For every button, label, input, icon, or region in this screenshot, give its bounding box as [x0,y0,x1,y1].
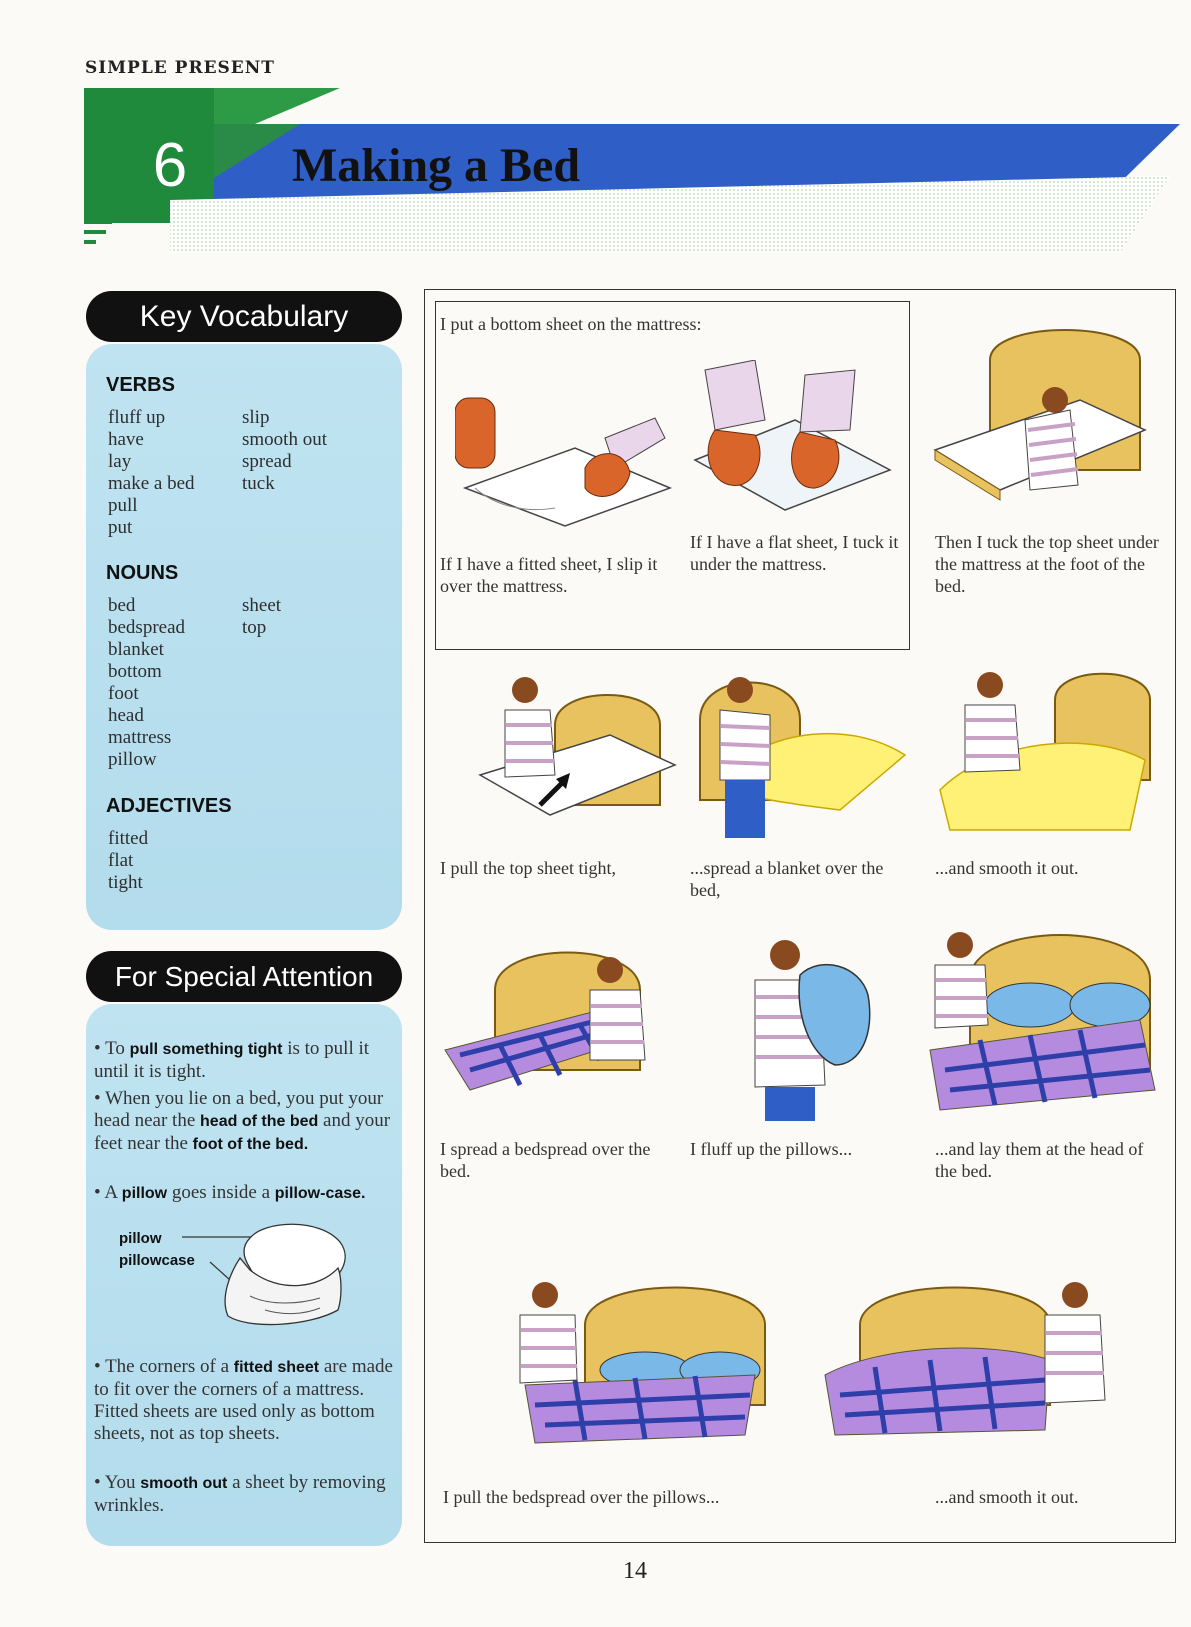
step-6-caption: ...and smooth it out. [935,858,1079,878]
nouns-column-1 [108,595,185,771]
verbs-column-2 [242,407,327,495]
step-4-caption: I pull the top sheet tight, [440,858,616,878]
bullet-keyword: smooth out [140,1475,228,1492]
step-2-caption: If I have a flat sheet, I tuck it under the mattress. [690,532,899,574]
vocab-word: fitted [108,828,149,849]
step-7-caption: I spread a bedspread over the bed. [440,1139,651,1181]
nouns-column-2 [242,595,281,639]
vocab-word: fluff up [108,407,166,428]
intro-caption: I put a bottom sheet on the mattress: [440,314,702,334]
section-label: SIMPLE PRESENT [85,58,275,78]
bullet-keyword: head of the bed [200,1113,319,1130]
vocab-word: slip [242,407,270,428]
bullet-keyword: pull something tight [129,1041,283,1058]
vocab-word: blanket [108,639,164,660]
vocab-word: smooth out [242,429,327,450]
bullet-keyword: pillow [121,1185,168,1202]
adjectives-column [108,828,148,894]
page-number: 14 [623,1558,647,1584]
step-3-caption: Then I tuck the top sheet under the mattress at the foot of the bed. [935,532,1159,596]
vocab-word: bottom [108,661,162,682]
special-attention-title: For Special Attention [86,951,402,1002]
bullet-keyword: pillow-case. [274,1185,366,1202]
vocab-word: mattress [108,727,172,748]
smooth-bedspread-illustration [820,1275,1130,1450]
nouns-heading: NOUNS [106,562,179,584]
step-5-caption: ...spread a blanket over the bed, [690,858,884,900]
bullet-keyword: fitted sheet [233,1359,320,1376]
vocab-word: bed [108,595,136,616]
step-9-caption: ...and lay them at the head of the bed. [935,1139,1144,1181]
fluff-pillows-illustration [740,925,880,1125]
vocab-word: tight [108,872,143,893]
bullet-text: To [105,1038,130,1059]
bullet-text: goes inside a [167,1182,275,1203]
vocab-word: spread [242,451,292,472]
vocab-word: flat [108,850,134,871]
bullet-text: The corners of a [105,1356,234,1377]
vocab-word: have [108,429,144,450]
vocabulary-title: Key Vocabulary [86,291,402,342]
spread-bedspread-illustration [440,930,665,1130]
fitted-sheet-illustration [455,378,680,528]
bullet-text: and your feet near the [94,1110,391,1154]
bullet-text: A [104,1182,122,1203]
vocab-word: bedspread [108,617,186,638]
step-10-caption: I pull the bedspread over the pillows... [443,1487,720,1507]
pillow-label: pillow [119,1230,162,1247]
attention-bullet-5: • You smooth out a sheet by removing wrinkles. [94,1472,386,1516]
step-8-caption: I fluff up the pillows... [690,1139,853,1159]
smooth-blanket-illustration [930,660,1155,835]
adjectives-heading: ADJECTIVES [106,795,232,817]
attention-bullet-4: • The corners of a fitted sheet are made to fit over the corners of a mattress. Fitted sheets are used only as bottom sheets, not as top sheets. [94,1356,393,1444]
step-11-caption: ...and smooth it out. [935,1487,1079,1507]
pull-bedspread-illustration [505,1275,775,1450]
unit-title: Making a Bed [292,139,581,192]
step-1-caption: If I have a fitted sheet, I slip it over the mattress. [440,554,658,596]
unit-number: 6 [152,131,188,200]
bullet-text: a sheet by removing wrinkles. [94,1472,386,1516]
vocab-word: head [108,705,144,726]
vocab-word: foot [108,683,139,704]
flat-sheet-illustration [685,360,895,520]
pillow-diagram [170,1218,360,1338]
bullet-text: When you lie on a bed, you put your head near the [94,1088,384,1131]
attention-bullet-1: • To pull something tight is to pull it until it is tight. [94,1038,370,1082]
pull-sheet-illustration [460,665,685,840]
vocab-word: sheet [242,595,282,616]
vocab-word: pillow [108,749,157,770]
attention-bullet-2: • When you lie on a bed, you put your head near the head of the bed and your feet near the foot of the bed. [94,1088,391,1154]
bullet-text: are made to fit over the corners of a mattress. Fitted sheets are used only as bottom sheets, not as top sheets. [94,1356,393,1444]
bullet-text: is to pull it until it is tight. [94,1038,370,1082]
vocab-word: make a bed [108,473,195,494]
verbs-column-1 [108,407,195,539]
vocab-word: top [242,617,267,638]
vocab-word: tuck [242,473,275,494]
pillowcase-label: pillowcase [119,1252,195,1269]
tuck-top-sheet-illustration [930,320,1150,510]
attention-bullet-3: • A pillow goes inside a pillow-case. [94,1182,366,1203]
vocab-word: lay [108,451,132,472]
lay-pillows-illustration [920,920,1160,1125]
vocab-word: put [108,517,133,538]
spread-blanket-illustration [690,660,910,845]
vocab-word: pull [108,495,138,516]
verbs-heading: VERBS [106,374,175,396]
bullet-keyword: foot of the bed. [192,1136,309,1153]
bullet-text: You [104,1472,141,1493]
